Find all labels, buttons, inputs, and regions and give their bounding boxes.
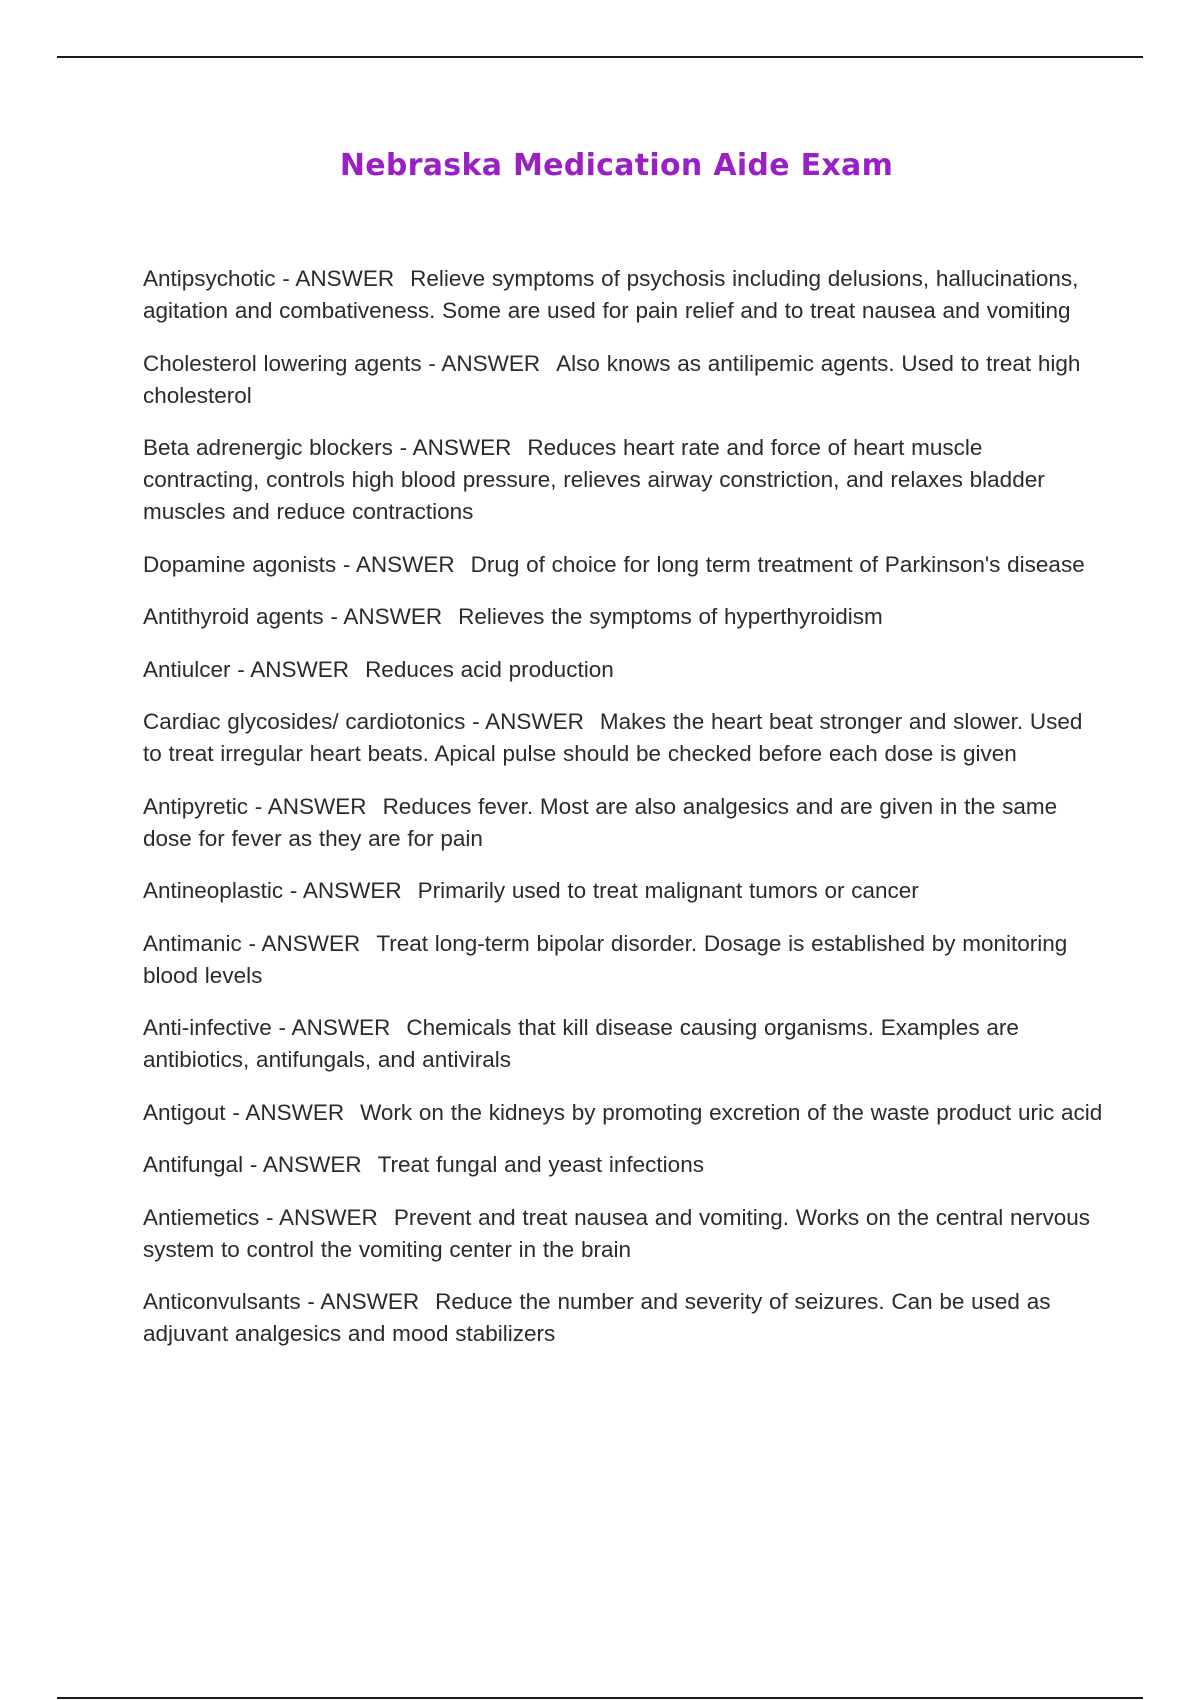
list-item xyxy=(143,875,1103,907)
item-term: Cardiac glycosides/ cardiotonics - ANSWER xyxy=(143,709,584,734)
header-rule xyxy=(57,56,1143,58)
item-term: Anticonvulsants - ANSWER xyxy=(143,1289,420,1314)
list-item xyxy=(143,432,1103,528)
item-answer: Relieve symptoms of psychosis including delusions, hallucinations, agitation and combativeness. Some are used for pain relief and to treat nausea and vomiting xyxy=(143,266,1079,323)
item-term: Antithyroid agents - ANSWER xyxy=(143,604,443,629)
item-term: Antipsychotic - ANSWER xyxy=(143,266,395,291)
item-answer: Makes the heart beat stronger and slower. Used to treat irregular heart beats. Apical pulse should be checked before each dose is given xyxy=(143,709,1083,766)
item-term: Beta adrenergic blockers - ANSWER xyxy=(143,435,512,460)
list-item xyxy=(143,706,1103,770)
item-term: Antipyretic - ANSWER xyxy=(143,793,367,819)
item-term: Anti-infective - ANSWER xyxy=(143,1015,391,1040)
item-term: Antifungal - ANSWER xyxy=(143,1152,362,1177)
item-answer: Chemicals that kill disease causing organisms. Examples are antibiotics, antifungals, and antivirals xyxy=(143,1015,1019,1072)
item-answer: Reduces acid production xyxy=(365,656,614,682)
list-item xyxy=(143,348,1103,412)
page-title: Nebraska Medication Aide Exam xyxy=(339,148,894,183)
item-answer: Drug of choice for long term treatment of Parkinson's disease xyxy=(470,551,1085,577)
item-term: Antiemetics - ANSWER xyxy=(143,1204,378,1230)
item-term: Antimanic - ANSWER xyxy=(143,930,361,956)
item-term: Antineoplastic - ANSWER xyxy=(143,878,402,903)
item-answer: Relieves the symptoms of hyperthyroidism xyxy=(458,604,883,629)
item-term: Cholesterol lowering agents - ANSWER xyxy=(143,350,541,376)
item-answer: Also knows as antilipemic agents. Used to treat high cholesterol xyxy=(143,350,1081,408)
item-term: Antiulcer - ANSWER xyxy=(143,656,350,682)
list-item xyxy=(143,1202,1103,1266)
item-answer: Reduces heart rate and force of heart muscle contracting, controls high blood pressure, relieves airway constriction, and relaxes bladder muscles and reduce contractions xyxy=(143,435,1045,524)
item-answer: Work on the kidneys by promoting excretion of the waste product uric acid xyxy=(360,1099,1103,1125)
list-item xyxy=(143,1012,1103,1076)
qa-list xyxy=(143,263,1103,1371)
list-item xyxy=(143,601,1103,633)
item-answer: Primarily used to treat malignant tumors or cancer xyxy=(417,878,919,903)
list-item xyxy=(143,1097,1103,1129)
item-term: Dopamine agonists - ANSWER xyxy=(143,551,455,577)
item-answer: Treat long-term bipolar disorder. Dosage is established by monitoring blood levels xyxy=(143,930,1068,988)
list-item xyxy=(143,263,1103,327)
item-answer: Prevent and treat nausea and vomiting. Works on the central nervous system to control the vomiting center in the brain xyxy=(143,1204,1091,1262)
list-item xyxy=(143,654,1103,686)
list-item xyxy=(143,928,1103,992)
item-answer: Treat fungal and yeast infections xyxy=(377,1152,704,1177)
item-answer: Reduce the number and severity of seizures. Can be used as adjuvant analgesics and mood stabilizers xyxy=(143,1289,1051,1346)
item-term: Antigout - ANSWER xyxy=(143,1099,345,1125)
list-item xyxy=(143,549,1103,581)
list-item xyxy=(143,1286,1103,1350)
list-item xyxy=(143,791,1103,855)
list-item xyxy=(143,1149,1103,1181)
footer-rule xyxy=(57,1697,1143,1699)
item-answer: Reduces fever. Most are also analgesics and are given in the same dose for fever as they are for pain xyxy=(143,793,1058,851)
